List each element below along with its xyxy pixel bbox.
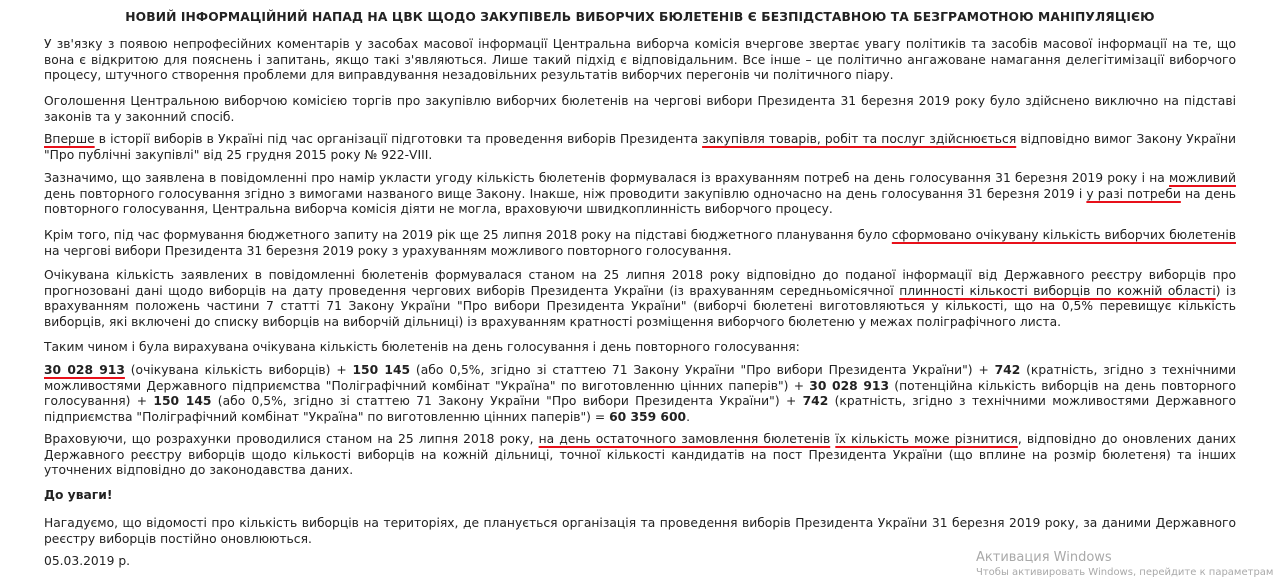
underlined-phrase: на день остаточного замовлення бюлетенів: [538, 432, 831, 446]
underlined-phrase: сформовано очікувану кількість виборчих бюлетенів: [891, 228, 1236, 242]
paragraph-tender: Оголошення Центральною виборчою комісією торгів про закупівлю виборчих бюлетенів на чергові вибори Президента 31 березня 2019 року було здійснено виключно на підставі законів та у законний спосіб.: [44, 94, 1236, 124]
page-title: НОВИЙ ІНФОРМАЦІЙНИЙ НАПАД НА ЦВК ЩОДО ЗАКУПІВЕЛЬ ВИБОРЧИХ БЮЛЕТЕНІВ Є БЕЗПІДСТАВНОЮ ТА БЕЗГРАМОТНОЮ МАНІПУЛЯЦІЄЮ: [125, 10, 1155, 24]
underlined-phrase: закупівля товарів, робіт та послуг здійснюється: [702, 132, 1017, 146]
paragraph-calculation-intro: Таким чином і була вирахувана очікувана кількість бюлетенів на день голосування і день повторного голосування:: [44, 340, 800, 354]
underlined-phrase: плинності кількості виборців по кожній області: [899, 283, 1216, 298]
paragraph-calculation: 30 028 913 (очікувана кількість виборців) + 150 145 (або 0,5%, згідно зі статтею 71 Закону України "Про вибори Президента України") + 742 (кратність, згідно з технічними можливостями Державного підприємства "Поліграфічний комбінат "Україна" по виготовленню цінних паперів") + 30 028 913 (потенційна кількість виборців на день повторного голосування) + 150 145 (або 0,5%, згідно зі статтею 71 Закону України "Про вибори Президента України") + 742 (кратність, згідно з технічними можливостями Державного підприємства "Поліграфічний комбінат "Україна" по виготовленню цінних паперів") = 60 359 600.: [44, 363, 1237, 424]
watermark-subtitle: Чтобы активировать Windows, перейдите к параметрам: [976, 567, 1274, 578]
watermark-title: Активация Windows: [976, 550, 1112, 565]
underlined-phrase: Вперше: [44, 132, 95, 146]
paragraph-registry-data: Очікувана кількість заявлених в повідомленні бюлетенів формувалася станом на 25 липня 2018 року відповідно до поданої інформації від Державного реєстру виборців про прогнозовані дані щодо виборців на дату проведення чергових виборів Президента України (із врахуванням середньомісячної плинності кількості виборців по кожній області) із врахуванням положень частини 7 статті 71 Закону України "Про вибори Президента України" (виборчі бюлетені виготовляються у кількості, що на 0,5% перевищує кількість виборців, які включені до списку виборців на виборчій дільниці) із врахуванням кратності розміщення виборчого бюлетеню у межах поліграфічного листа.: [44, 268, 1236, 329]
paragraph-budget-request: Крім того, під час формування бюджетного запиту на 2019 рік ще 25 липня 2018 року на підставі бюджетного планування було сформовано очікувану кількість виборчих бюлетенів на чергові вибори Президента 31 березня 2019 року з урахуванням можливого повторного голосування.: [44, 228, 1236, 258]
paragraph-repeat-vote: Зазначимо, що заявлена в повідомленні про намір укласти угоду кількість бюлетенів формувалася із врахуванням потреб на день голосування 31 березня 2019 року і на можливий день повторного голосування згідно з вимогами названого вище Закону. Інакше, ніж проводити закупівлю одночасно на день голосування 31 березня 2019 і у разі потреби на день повторного голосування, Центральна виборча комісія діяти не могла, враховуючи швидкоплинність виборчого процесу.: [44, 171, 1236, 216]
underlined-phrase: у разі потреби: [1086, 186, 1181, 201]
paragraph-final-order: Враховуючи, що розрахунки проводилися станом на 25 липня 2018 року, на день остаточного замовлення бюлетенів їх кількість може різнитися, відповідно до оновлених даних Державного реєстру виборців щодо кількості виборців на кожній дільниці, точної кількості кандидатів на пост Президента України (що вплине на розмір бюлетеня) та інших уточнених відповідно до законодавства даних.: [44, 432, 1236, 477]
underlined-phrase: можливий: [1169, 171, 1236, 185]
underlined-phrase: їх кількість може різнитися: [835, 432, 1018, 446]
paragraph-procurement-law: Вперше в історії виборів в Україні під час організації підготовки та проведення виборів Президента закупівля товарів, робіт та послуг здійснюється відповідно вимог Закону України "Про публічні закупівлі" від 25 грудня 2015 року № 922-VIII.: [44, 132, 1236, 162]
underlined-number: 30 028 913: [44, 363, 125, 377]
windows-activation-watermark: [976, 550, 1273, 578]
attention-heading: До уваги!: [44, 488, 113, 502]
publication-date: 05.03.2019 р.: [44, 554, 131, 568]
paragraph-reminder: Нагадуємо, що відомості про кількість виборців на територіях, де планується організація та проведення виборів Президента України 31 березня 2019 року, за даними Державного реєстру виборців постійно оновлюються.: [44, 516, 1236, 546]
paragraph-intro: У зв'язку з появою непрофесійних коментарів у засобах масової інформації Центральна виборча комісія вчергове звертає увагу політиків та засобів масової інформації на те, що вона є відкритою для пояснень і запитань, якщо такі з'являються. Лише такий підхід є відповідальним. Все інше – це політично ангажоване намагання делегітимізації виборчого процесу, штучного створення проблеми для виправдування незадовільних результатів виборчих перегонів чи політичного піару.: [44, 37, 1236, 82]
